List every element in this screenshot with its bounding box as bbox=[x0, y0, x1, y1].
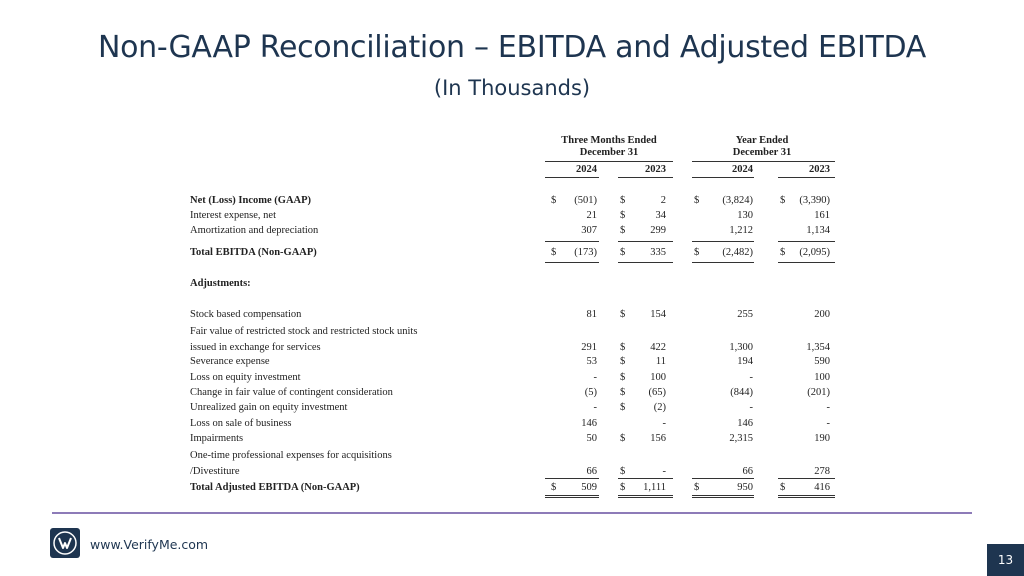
total-rule bbox=[618, 262, 673, 263]
row-label bbox=[190, 225, 318, 237]
dollar-sign: $ bbox=[780, 195, 786, 206]
row-label bbox=[190, 356, 270, 368]
table-cell: - bbox=[826, 402, 830, 413]
row-label-line: Stock based compensation bbox=[190, 309, 302, 320]
total-rule bbox=[618, 497, 673, 498]
table-cell: 53 bbox=[586, 356, 597, 367]
table-cell: - bbox=[593, 402, 597, 413]
total-rule bbox=[778, 478, 835, 479]
group-header-line1: Year Ended bbox=[735, 135, 789, 146]
table-cell: 307 bbox=[581, 225, 597, 236]
total-rule bbox=[778, 262, 835, 263]
row-label-line: issued in exchange for services bbox=[190, 342, 321, 353]
row-label-line: Severance expense bbox=[190, 356, 270, 367]
table-cell: 21 bbox=[586, 210, 597, 221]
row-label-line: Fair value of restricted stock and restricted stock units bbox=[190, 326, 418, 337]
header-underline bbox=[692, 177, 754, 178]
table-cell: 34 bbox=[655, 210, 666, 221]
group-header-three-months bbox=[546, 135, 672, 159]
dollar-sign: $ bbox=[551, 247, 557, 258]
row-label-line: Change in fair value of contingent consideration bbox=[190, 387, 393, 398]
slide-subtitle: (In Thousands) bbox=[433, 76, 591, 100]
table-cell: 1,354 bbox=[806, 342, 830, 353]
dollar-sign: $ bbox=[620, 356, 626, 367]
table-cell: 156 bbox=[650, 433, 666, 444]
total-rule bbox=[692, 262, 754, 263]
total-rule bbox=[778, 495, 835, 496]
table-cell: 161 bbox=[814, 210, 830, 221]
group-rule bbox=[692, 161, 835, 162]
row-label-line: Amortization and depreciation bbox=[190, 225, 319, 236]
row-label bbox=[190, 433, 243, 445]
table-cell: 81 bbox=[586, 309, 597, 320]
row-label-line: Unrealized gain on equity investment bbox=[190, 402, 348, 413]
row-label-line: Net (Loss) Income (GAAP) bbox=[190, 195, 312, 206]
table-cell: 299 bbox=[650, 225, 666, 236]
total-rule bbox=[692, 241, 754, 242]
table-cell: 2,315 bbox=[729, 433, 753, 444]
dollar-sign: $ bbox=[620, 210, 626, 221]
table-cell: 1,111 bbox=[643, 482, 666, 493]
table-cell: - bbox=[662, 418, 666, 429]
dollar-sign: $ bbox=[620, 466, 626, 477]
row-label bbox=[190, 372, 301, 384]
dollar-sign: $ bbox=[620, 372, 626, 383]
column-year-header: 2024 bbox=[576, 164, 597, 175]
table-cell: (844) bbox=[730, 387, 753, 398]
row-label bbox=[190, 195, 311, 207]
dollar-sign: $ bbox=[694, 247, 700, 258]
total-rule bbox=[618, 241, 673, 242]
row-label bbox=[190, 482, 360, 494]
dollar-sign: $ bbox=[620, 225, 626, 236]
table-cell: 66 bbox=[742, 466, 753, 477]
row-label-line: One-time professional expenses for acquisitions bbox=[190, 450, 392, 461]
table-cell: 66 bbox=[586, 466, 597, 477]
table-cell: 130 bbox=[737, 210, 753, 221]
total-rule bbox=[778, 241, 835, 242]
group-rule bbox=[545, 161, 673, 162]
table-cell: 154 bbox=[650, 309, 666, 320]
header-underline bbox=[618, 177, 673, 178]
table-cell: - bbox=[749, 372, 753, 383]
row-label-line: /Divestiture bbox=[190, 466, 240, 477]
table-cell: 422 bbox=[650, 342, 666, 353]
total-rule bbox=[692, 497, 754, 498]
table-cell: 190 bbox=[814, 433, 830, 444]
total-rule bbox=[778, 497, 835, 498]
table-cell: (201) bbox=[807, 387, 830, 398]
group-header-line2: December 31 bbox=[732, 147, 792, 158]
row-label bbox=[190, 210, 276, 222]
row-label bbox=[190, 247, 317, 259]
table-cell: (2) bbox=[653, 402, 666, 413]
table-cell: 194 bbox=[737, 356, 753, 367]
table-cell: 291 bbox=[581, 342, 597, 353]
total-rule bbox=[545, 478, 599, 479]
dollar-sign: $ bbox=[694, 195, 700, 206]
footer-website-link[interactable]: www.VerifyMe.com bbox=[90, 537, 209, 552]
table-cell: 335 bbox=[650, 247, 666, 258]
table-cell: 1,212 bbox=[729, 225, 753, 236]
total-rule bbox=[545, 495, 599, 496]
table-cell: 255 bbox=[737, 309, 753, 320]
total-rule bbox=[618, 495, 673, 496]
table-cell: (65) bbox=[648, 387, 666, 398]
table-cell: 11 bbox=[655, 356, 666, 367]
dollar-sign: $ bbox=[620, 195, 626, 206]
table-cell: (5) bbox=[584, 387, 597, 398]
row-label bbox=[190, 278, 251, 290]
table-cell: 2 bbox=[660, 195, 666, 206]
table-cell: 50 bbox=[586, 433, 597, 444]
table-cell: 200 bbox=[814, 309, 830, 320]
table-cell: 100 bbox=[814, 372, 830, 383]
row-label bbox=[190, 402, 347, 414]
table-cell: (2,482) bbox=[722, 247, 753, 258]
dollar-sign: $ bbox=[780, 482, 786, 493]
column-year-header: 2024 bbox=[732, 164, 753, 175]
table-cell: 100 bbox=[650, 372, 666, 383]
total-rule bbox=[618, 478, 673, 479]
table-cell: - bbox=[826, 418, 830, 429]
dollar-sign: $ bbox=[780, 247, 786, 258]
dollar-sign: $ bbox=[620, 402, 626, 413]
table-cell: (2,095) bbox=[799, 247, 830, 258]
row-label-line: Total Adjusted EBITDA (Non-GAAP) bbox=[190, 482, 360, 493]
row-label-line: Interest expense, net bbox=[190, 210, 277, 221]
total-rule bbox=[545, 241, 599, 242]
group-header-line1: Three Months Ended bbox=[561, 135, 657, 146]
table-cell: 509 bbox=[581, 482, 597, 493]
header-underline bbox=[545, 177, 599, 178]
row-label bbox=[190, 326, 417, 354]
dollar-sign: $ bbox=[620, 342, 626, 353]
table-cell: 950 bbox=[737, 482, 753, 493]
table-cell: 416 bbox=[814, 482, 830, 493]
table-cell: 1,300 bbox=[729, 342, 753, 353]
total-rule bbox=[692, 495, 754, 496]
row-label-line: Impairments bbox=[190, 433, 244, 444]
dollar-sign: $ bbox=[620, 309, 626, 320]
row-label bbox=[190, 418, 292, 430]
verifyme-logo-icon bbox=[50, 528, 80, 558]
group-header-year bbox=[692, 135, 832, 159]
total-rule bbox=[545, 497, 599, 498]
dollar-sign: $ bbox=[551, 195, 557, 206]
table-cell: (173) bbox=[574, 247, 597, 258]
row-label bbox=[190, 309, 301, 321]
header-underline bbox=[778, 177, 835, 178]
table-cell: (501) bbox=[574, 195, 597, 206]
dollar-sign: $ bbox=[551, 482, 557, 493]
table-cell: - bbox=[749, 402, 753, 413]
group-header-line2: December 31 bbox=[579, 147, 639, 158]
row-label-line: Total EBITDA (Non-GAAP) bbox=[190, 247, 317, 258]
dollar-sign: $ bbox=[620, 247, 626, 258]
dollar-sign: $ bbox=[694, 482, 700, 493]
footer-divider bbox=[52, 512, 972, 514]
row-label-line: Loss on sale of business bbox=[190, 418, 292, 429]
total-rule bbox=[545, 262, 599, 263]
table-cell: 590 bbox=[814, 356, 830, 367]
table-cell: 1,134 bbox=[806, 225, 830, 236]
dollar-sign: $ bbox=[620, 482, 626, 493]
row-label bbox=[190, 387, 393, 399]
dollar-sign: $ bbox=[620, 387, 626, 398]
column-year-header: 2023 bbox=[645, 164, 666, 175]
table-cell: - bbox=[662, 466, 666, 477]
table-cell: 278 bbox=[814, 466, 830, 477]
row-label bbox=[190, 450, 392, 478]
table-cell: 146 bbox=[581, 418, 597, 429]
row-label-line: Loss on equity investment bbox=[190, 372, 301, 383]
total-rule bbox=[692, 478, 754, 479]
row-label-line: Adjustments: bbox=[190, 278, 251, 289]
table-cell: - bbox=[593, 372, 597, 383]
page-number: 13 bbox=[987, 544, 1024, 576]
table-cell: 146 bbox=[737, 418, 753, 429]
dollar-sign: $ bbox=[620, 433, 626, 444]
table-cell: (3,824) bbox=[722, 195, 753, 206]
slide-title: Non-GAAP Reconciliation – EBITDA and Adjusted EBITDA bbox=[97, 30, 927, 65]
column-year-header: 2023 bbox=[809, 164, 830, 175]
table-cell: (3,390) bbox=[799, 195, 830, 206]
